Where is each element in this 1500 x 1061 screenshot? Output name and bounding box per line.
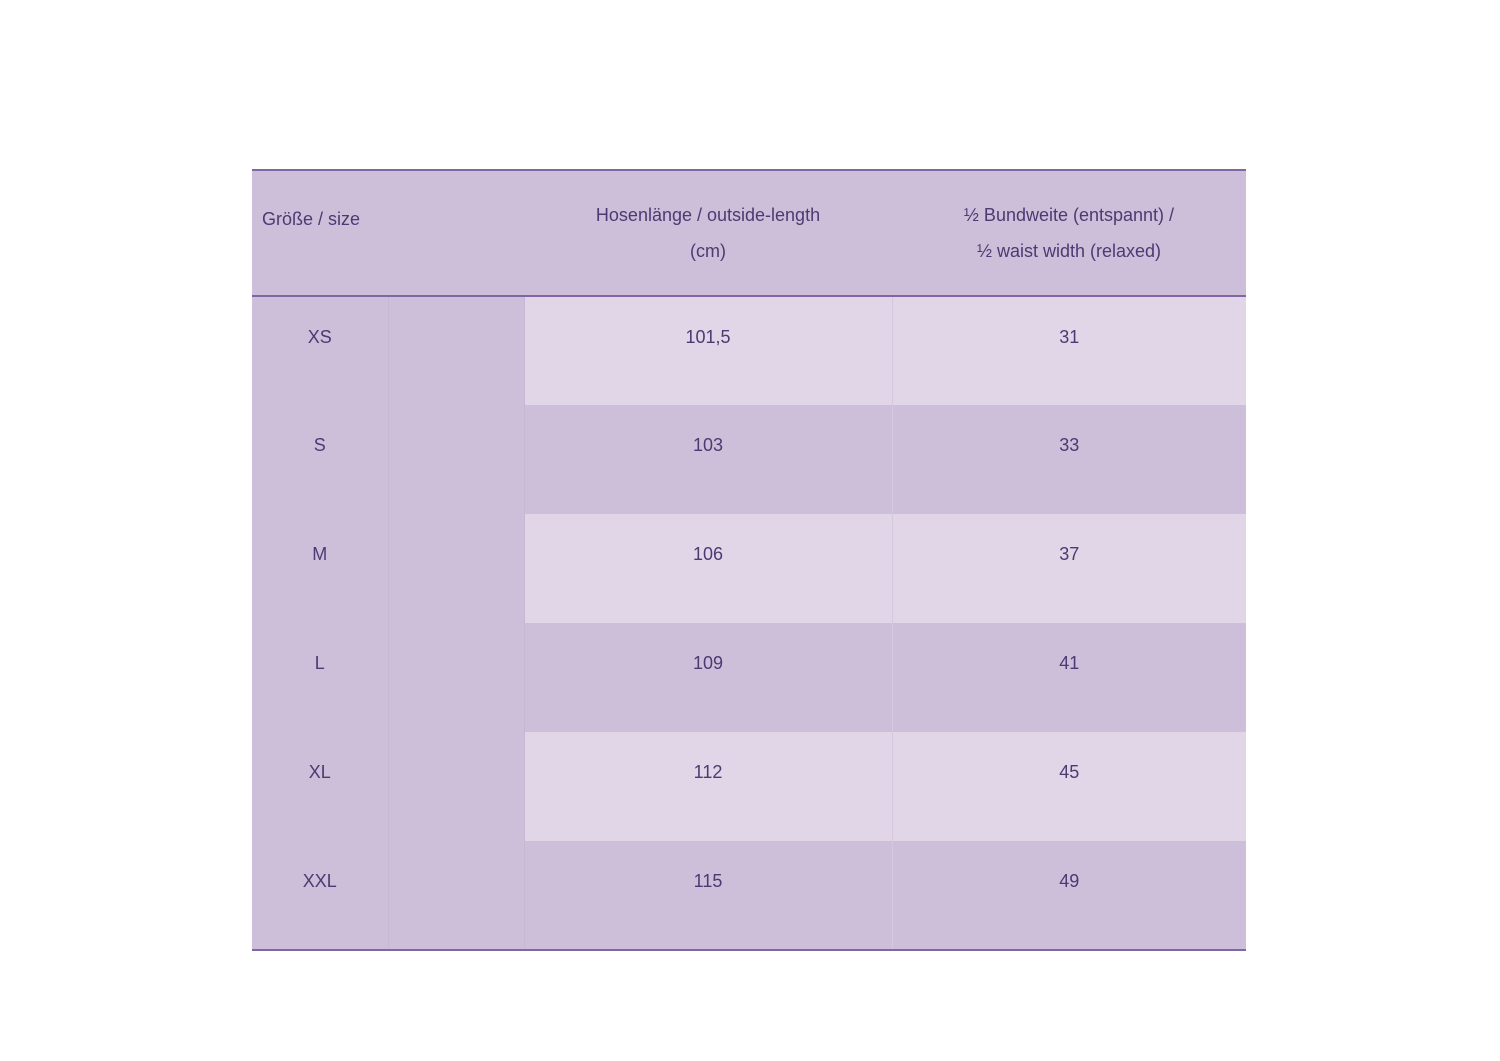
waist-cell: 45: [892, 732, 1246, 841]
length-cell: 103: [524, 405, 892, 514]
size-cell: M: [252, 514, 388, 623]
blank-cell: [388, 623, 524, 732]
waist-cell: 41: [892, 623, 1246, 732]
blank-cell: [388, 296, 524, 405]
header-waist: [892, 170, 1246, 296]
header-size: [252, 170, 524, 296]
table-row: [252, 296, 1246, 405]
table-row: [252, 623, 1246, 732]
header-size-label: Größe / size: [262, 209, 361, 229]
length-cell: 106: [524, 514, 892, 623]
waist-cell: 49: [892, 841, 1246, 950]
size-cell: XS: [252, 296, 388, 405]
size-cell: L: [252, 623, 388, 732]
header-length: [524, 170, 892, 296]
table-row: [252, 732, 1246, 841]
waist-cell: 37: [892, 514, 1246, 623]
waist-cell: 33: [892, 405, 1246, 514]
size-cell: XL: [252, 732, 388, 841]
table-row: [252, 841, 1246, 950]
size-cell: S: [252, 405, 388, 514]
length-cell: 112: [524, 732, 892, 841]
table-body: [252, 296, 1246, 950]
length-cell: 101,5: [524, 296, 892, 405]
blank-cell: [388, 732, 524, 841]
table-header: [252, 170, 1246, 296]
header-waist-line1: ½ Bundweite (entspannt) /: [963, 205, 1175, 225]
waist-cell: 31: [892, 296, 1246, 405]
header-length-line1: Hosenlänge / outside-length: [595, 205, 821, 225]
table-row: [252, 405, 1246, 514]
header-row: [252, 170, 1246, 296]
table-row: [252, 514, 1246, 623]
header-waist-line2: ½ waist width (relaxed): [976, 241, 1162, 261]
size-cell: XXL: [252, 841, 388, 950]
length-cell: 109: [524, 623, 892, 732]
length-cell: 115: [524, 841, 892, 950]
blank-cell: [388, 514, 524, 623]
blank-cell: [388, 841, 524, 950]
size-chart-table: [252, 169, 1246, 951]
header-length-line2: (cm): [690, 241, 726, 261]
blank-cell: [388, 405, 524, 514]
